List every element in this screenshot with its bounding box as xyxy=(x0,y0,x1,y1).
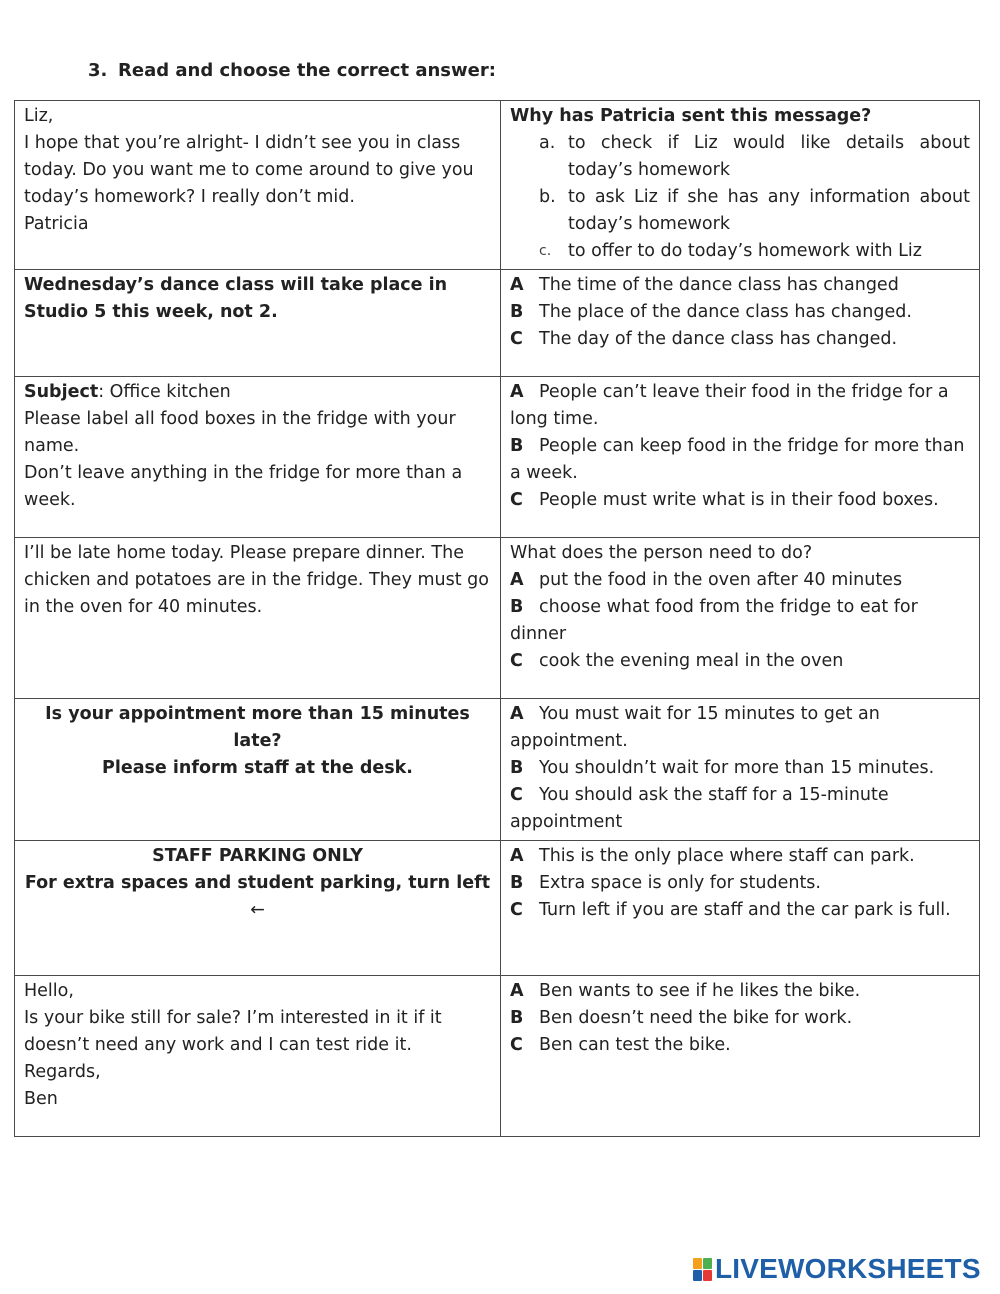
answer-option[interactable]: a. to check if Liz would like details about today’s homework xyxy=(539,133,970,180)
answer-option[interactable]: C People must write what is in their food boxes. xyxy=(510,490,939,510)
question-cell xyxy=(501,841,980,976)
text-cell xyxy=(15,841,501,976)
answer-option[interactable]: B choose what food from the fridge to eat for dinner xyxy=(510,597,918,644)
subject-value: : Office kitchen xyxy=(98,382,231,402)
table-row xyxy=(15,270,980,377)
logo-text: LIVEWORKSHEETS xyxy=(715,1253,981,1284)
logo-tile xyxy=(703,1258,712,1269)
notice-line: Please inform staff at the desk. xyxy=(102,758,413,778)
text-cell xyxy=(15,270,501,377)
subject-label: Subject xyxy=(24,382,99,402)
sign-line: For extra spaces and student parking, turn left xyxy=(24,873,491,893)
answer-option[interactable]: A Ben wants to see if he likes the bike. xyxy=(510,981,861,1001)
options-list xyxy=(510,130,970,265)
answer-option[interactable]: C Turn left if you are staff and the car park is full. xyxy=(510,900,951,920)
question-cell xyxy=(501,538,980,699)
text-line: Don’t leave anything in the fridge for more than a week. xyxy=(24,463,463,510)
table-row xyxy=(15,699,980,841)
exercise-instruction: Read and choose the correct answer: xyxy=(118,60,496,81)
answer-option[interactable]: b. to ask Liz if she has any information about today’s homework xyxy=(539,187,970,234)
answer-option[interactable]: A You must wait for 15 minutes to get an appointment. xyxy=(510,704,880,751)
text-cell xyxy=(15,101,501,270)
answer-option[interactable]: A People can’t leave their food in the fridge for a long time. xyxy=(510,382,949,429)
text-cell xyxy=(15,377,501,538)
logo-mark-icon xyxy=(693,1258,712,1281)
answer-option[interactable]: C The day of the dance class has changed. xyxy=(510,329,898,349)
text-line: Patricia xyxy=(24,214,89,234)
answer-option[interactable]: B People can keep food in the fridge for more than a week. xyxy=(510,436,965,483)
table-row xyxy=(15,976,980,1137)
text-cell xyxy=(15,699,501,841)
answer-option[interactable]: A This is the only place where staff can park. xyxy=(510,846,915,866)
answer-option[interactable]: c. to offer to do today’s homework with Liz xyxy=(539,241,922,261)
notice-text: Wednesday’s dance class will take place in Studio 5 this week, not 2. xyxy=(24,275,448,322)
arrow-left-icon: ← xyxy=(250,900,265,920)
question-cell xyxy=(501,976,980,1137)
table-row xyxy=(15,377,980,538)
answer-option[interactable]: C Ben can test the bike. xyxy=(510,1035,731,1055)
answer-option[interactable]: B Ben doesn’t need the bike for work. xyxy=(510,1008,853,1028)
answer-option[interactable]: A The time of the dance class has changed xyxy=(510,275,899,295)
text-line: I hope that you’re alright- I didn’t see you in class today. Do you want me to come around to give you today’s homework? I really don’t mid. xyxy=(24,133,474,207)
text-line: Please label all food boxes in the fridge with your name. xyxy=(24,409,456,456)
exercise-heading xyxy=(88,60,496,81)
sign-line: STAFF PARKING ONLY xyxy=(152,846,363,866)
answer-option[interactable]: B Extra space is only for students. xyxy=(510,873,821,893)
text-line: I’ll be late home today. Please prepare dinner. The chicken and potatoes are in the fridge. They must go in the oven for 40 minutes. xyxy=(24,543,489,617)
notice-line: Is your appointment more than 15 minutes late? xyxy=(45,704,470,751)
question-cell xyxy=(501,101,980,270)
answer-option[interactable]: C cook the evening meal in the oven xyxy=(510,651,844,671)
answer-option[interactable]: B The place of the dance class has changed. xyxy=(510,302,912,322)
text-line: Hello, xyxy=(24,981,74,1001)
text-line: Is your bike still for sale? I’m interested in it if it doesn’t need any work and I can test ride it. xyxy=(24,1008,442,1055)
answer-option[interactable]: A put the food in the oven after 40 minutes xyxy=(510,570,903,590)
question-cell xyxy=(501,270,980,377)
table-row xyxy=(15,841,980,976)
logo-tile xyxy=(693,1270,702,1281)
text-line: Liz, xyxy=(24,106,54,126)
table-row xyxy=(15,538,980,699)
text-line: Regards, xyxy=(24,1062,101,1082)
exercise-table xyxy=(14,100,980,1137)
text-cell xyxy=(15,538,501,699)
liveworksheets-logo xyxy=(693,1253,981,1285)
table-row xyxy=(15,101,980,270)
question-text: What does the person need to do? xyxy=(510,543,813,563)
logo-tile xyxy=(693,1258,702,1269)
question-cell xyxy=(501,377,980,538)
question-text: Why has Patricia sent this message? xyxy=(510,106,872,126)
text-line: Ben xyxy=(24,1089,58,1109)
answer-option[interactable]: C You should ask the staff for a 15-minute appointment xyxy=(510,785,889,832)
logo-tile xyxy=(703,1270,712,1281)
question-cell xyxy=(501,699,980,841)
answer-option[interactable]: B You shouldn’t wait for more than 15 minutes. xyxy=(510,758,935,778)
text-cell xyxy=(15,976,501,1137)
exercise-number: 3. xyxy=(88,60,108,81)
